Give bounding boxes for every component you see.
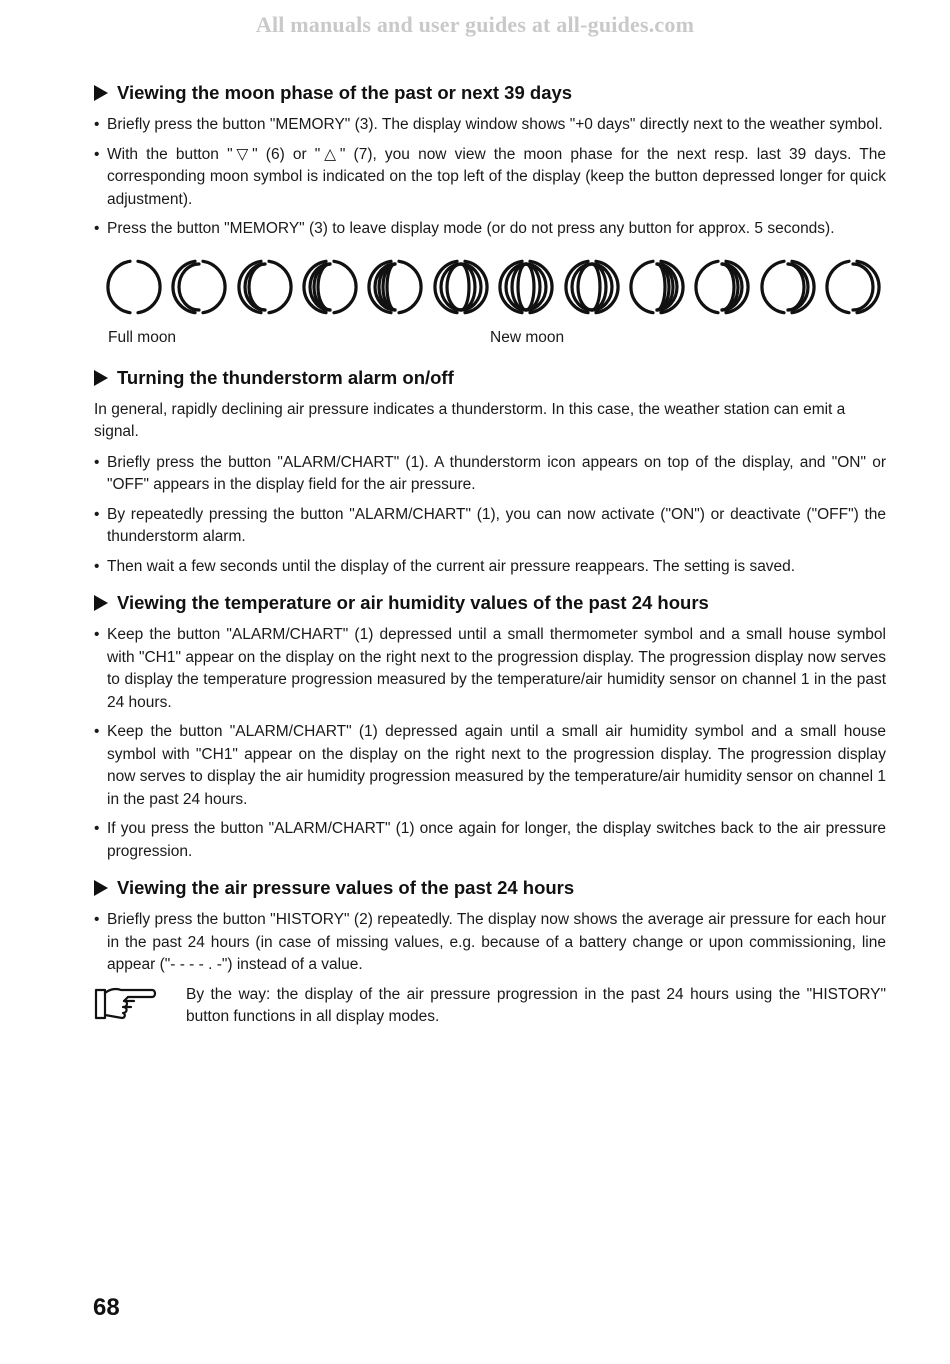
heading-text: Viewing the moon phase of the past or next 39 days bbox=[117, 82, 573, 103]
section-thunderstorm-alarm bbox=[94, 367, 886, 579]
bullet-list bbox=[94, 452, 886, 579]
moon-phase-icon bbox=[564, 259, 620, 315]
moon-phase-icon bbox=[629, 259, 685, 315]
heading-text: Viewing the air pressure values of the past 24 hours bbox=[117, 877, 575, 898]
moon-phase-icon bbox=[237, 259, 293, 315]
moon-phase-icon bbox=[106, 259, 162, 315]
bullet-list bbox=[94, 114, 886, 241]
moon-phase-icon bbox=[171, 259, 227, 315]
new-moon-label: New moon bbox=[490, 328, 565, 346]
section-heading bbox=[94, 367, 886, 389]
triangle-bullet-icon bbox=[94, 595, 108, 611]
list-item: • Briefly press the button "MEMORY" (3). The display window shows "+0 days" directly next to the weather symbol. bbox=[94, 114, 886, 137]
full-moon-label: Full moon bbox=[108, 328, 177, 346]
list-item: • Briefly press the button "ALARM/CHART" (1). A thunderstorm icon appears on top of the display, and "ON" or "OFF" appears in the display field for the air pressure. bbox=[94, 452, 886, 497]
list-item: • Keep the button "ALARM/CHART" (1) depressed until a small thermometer symbol and a small house symbol with "CH1" appear on the display on the right next to the progression display. The progression display now serves to display the temperature progression measured by the temperature/air humidity sensor on channel 1 in the past 24 hours. bbox=[94, 624, 886, 714]
watermark: All manuals and user guides at all-guides.com bbox=[255, 12, 695, 37]
moon-labels bbox=[94, 329, 886, 353]
section-heading bbox=[94, 82, 886, 104]
section-temperature-humidity bbox=[94, 592, 886, 863]
bullet-list bbox=[94, 624, 886, 863]
triangle-bullet-icon bbox=[94, 370, 108, 386]
heading-text: Turning the thunderstorm alarm on/off bbox=[117, 366, 454, 388]
moon-phase-icon bbox=[498, 259, 554, 315]
note-text: By the way: the display of the air pressure progression in the past 24 hours using the "HISTORY" button functions in all display modes. bbox=[186, 985, 886, 1025]
section-heading bbox=[94, 592, 886, 614]
list-item: • By repeatedly pressing the button "ALARM/CHART" (1), you can now activate ("ON") or deactivate ("OFF") the thunderstorm alarm. bbox=[94, 504, 886, 549]
moon-phase-icon bbox=[433, 259, 489, 315]
list-item: • Then wait a few seconds until the display of the current air pressure reappears. The setting is saved. bbox=[94, 556, 886, 579]
list-item: • With the button "▽" (6) or "△" (7), you now view the moon phase for the next resp. last 39 days. The corresponding moon symbol is indicated on the top left of the display (keep the button depressed longer for quick adjustment). bbox=[94, 144, 886, 212]
pointing-hand-icon bbox=[94, 984, 158, 1024]
list-item: • Keep the button "ALARM/CHART" (1) depressed again until a small air humidity symbol and a small house symbol with "CH1" appear on the display on the right next to the progression display. The progression display now serves to display the air humidity progression measured by the temperature/air humidity sensor on channel 1 in the past 24 hours. bbox=[94, 721, 886, 811]
triangle-bullet-icon bbox=[94, 880, 108, 896]
moon-phase-icon bbox=[825, 259, 881, 315]
section-moon-phase bbox=[94, 82, 886, 353]
section-air-pressure bbox=[94, 877, 886, 1029]
moon-phase-icon bbox=[694, 259, 750, 315]
moon-phase-illustration bbox=[106, 259, 881, 315]
heading-text: Viewing the temperature or air humidity values of the past 24 hours bbox=[117, 592, 709, 613]
moon-phase-icon bbox=[367, 259, 423, 315]
moon-phase-icon bbox=[760, 259, 816, 315]
list-item: • If you press the button "ALARM/CHART" (1) once again for longer, the display switches back to the air pressure progression. bbox=[94, 818, 886, 863]
note-box bbox=[94, 984, 886, 1029]
list-item: • Briefly press the button "HISTORY" (2) repeatedly. The display now shows the average air pressure for each hour in the past 24 hours (in case of missing values, e.g. because of a battery change or upon commissioning, line appear ("- - - - . -") instead of a value. bbox=[94, 909, 886, 977]
section-heading bbox=[94, 877, 886, 899]
section-intro: In general, rapidly declining air pressure indicates a thunderstorm. In this case, the weather station can emit a signal. bbox=[94, 400, 846, 440]
moon-phase-icon bbox=[302, 259, 358, 315]
manual-page-content bbox=[94, 82, 886, 1043]
bullet-list bbox=[94, 909, 886, 977]
triangle-bullet-icon bbox=[94, 85, 108, 101]
list-item: • Press the button "MEMORY" (3) to leave display mode (or do not press any button for approx. 5 seconds). bbox=[94, 218, 886, 241]
page-number: 68 bbox=[93, 1294, 120, 1321]
